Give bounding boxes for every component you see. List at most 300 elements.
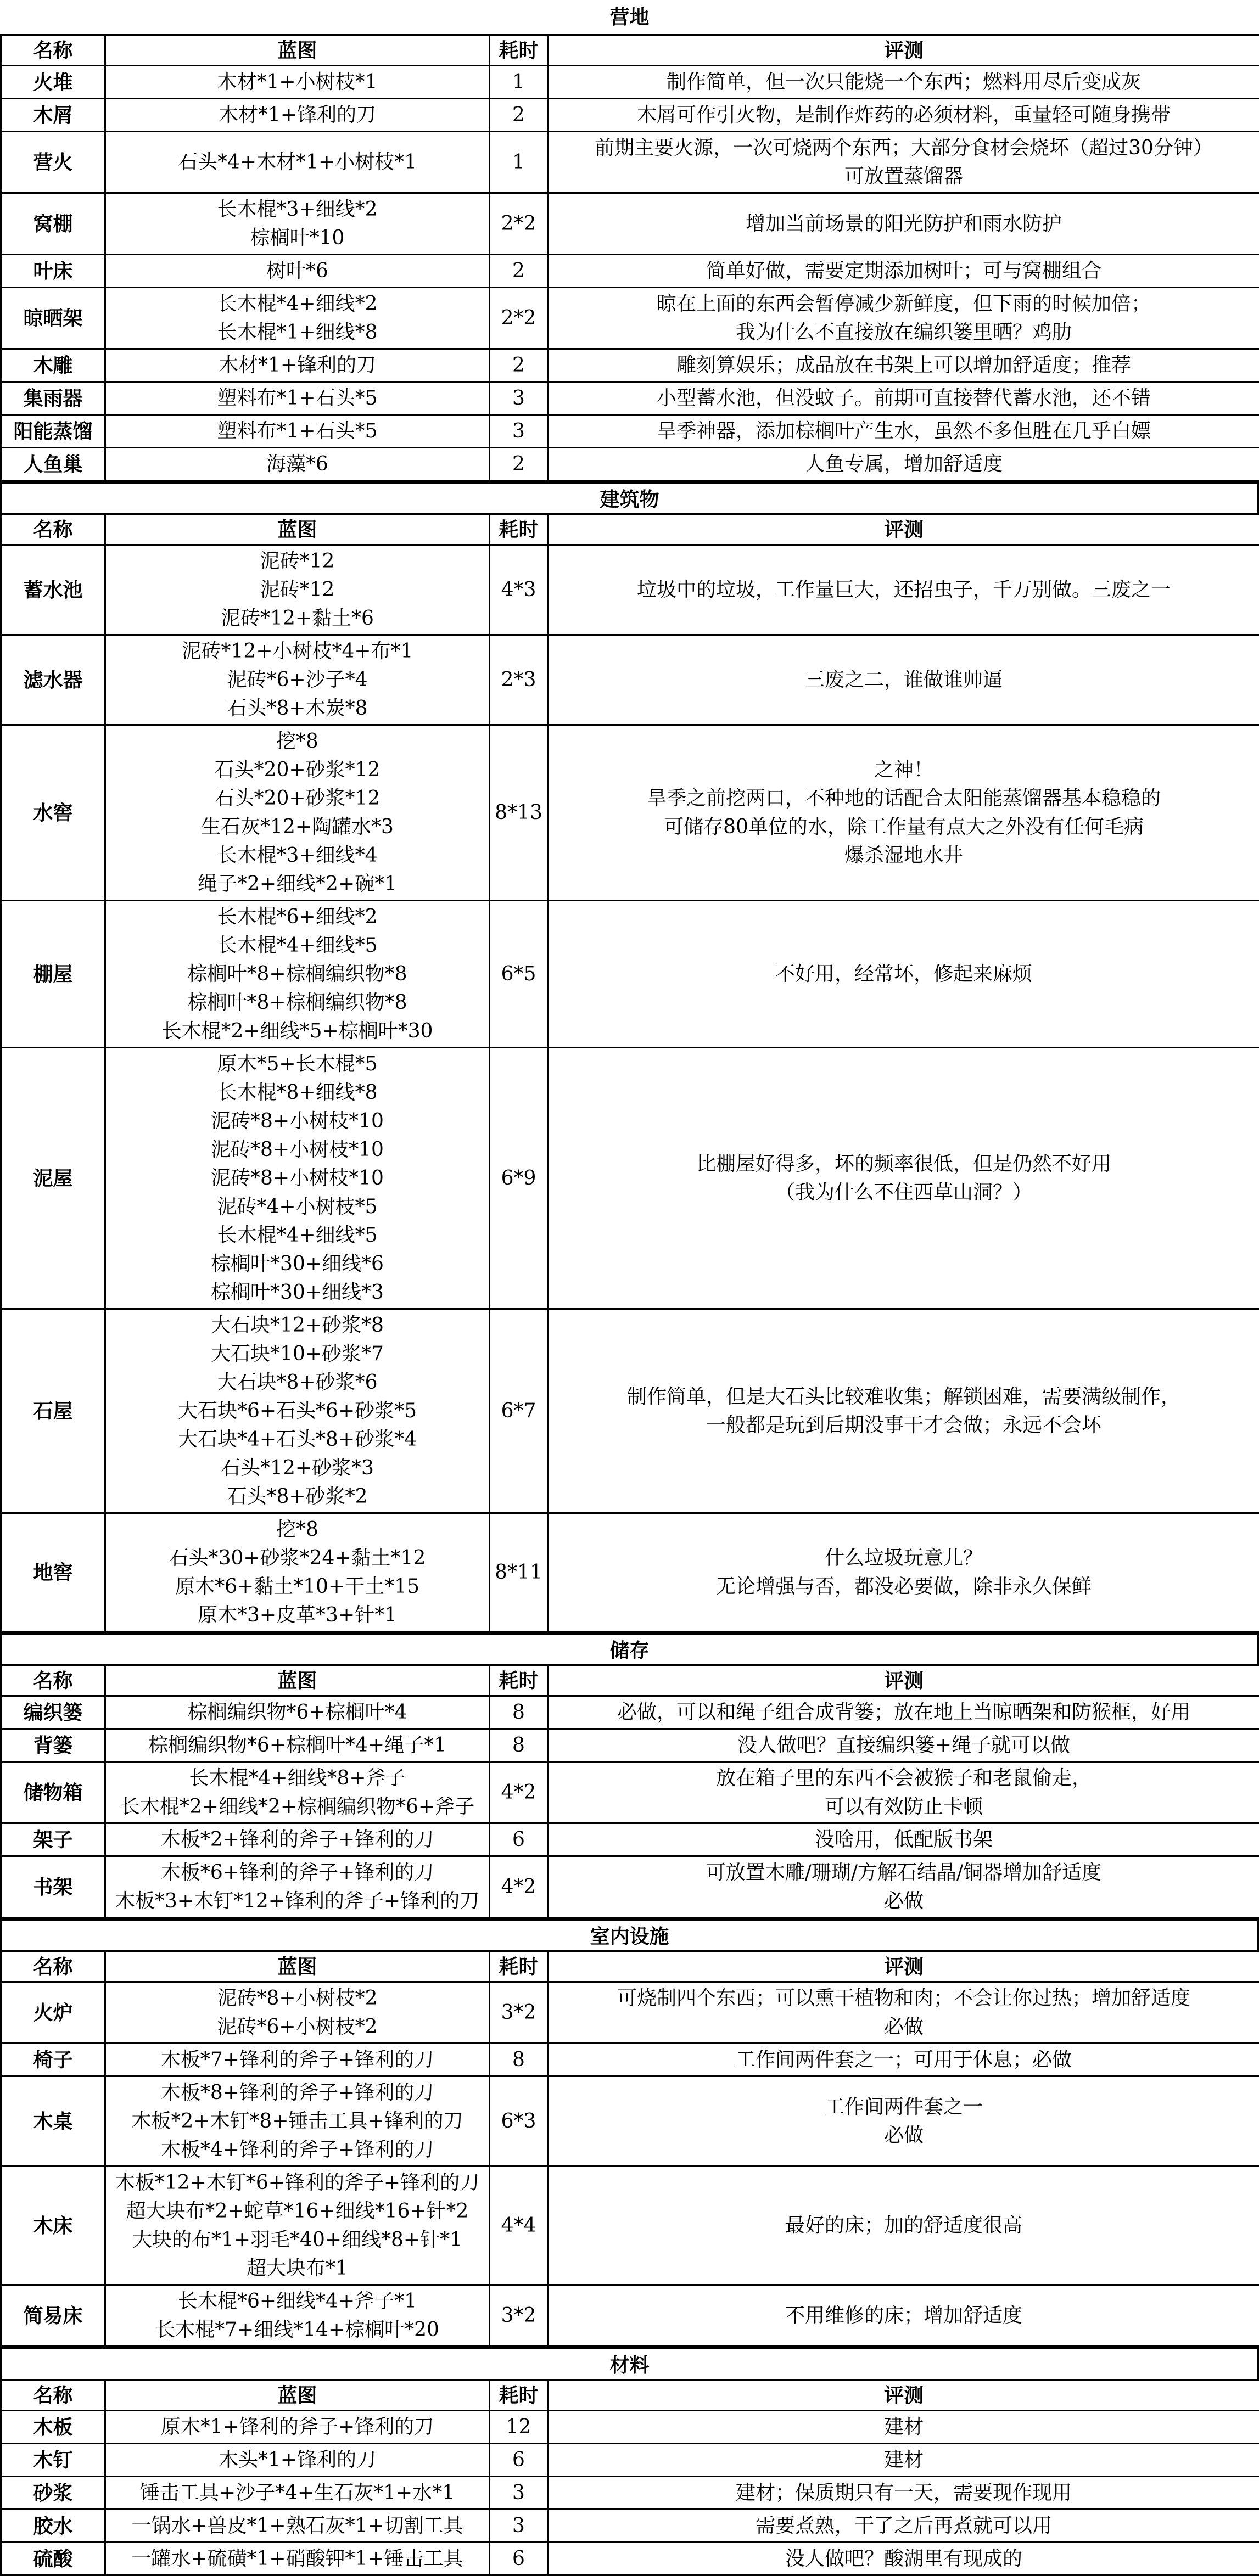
- section: [0, 0, 1259, 481]
- review-line: 之神！: [552, 756, 1256, 784]
- blueprint-line: 棕榈叶*10: [109, 224, 485, 252]
- blueprint-line: 木板*6+锋利的斧子+锋利的刀: [109, 1859, 485, 1887]
- table-row: [1, 1856, 1259, 1918]
- table-row: [1, 2444, 1259, 2477]
- table-row: [1, 349, 1259, 382]
- review-line: 一般都是玩到后期没事干才会做；永远不会坏: [552, 1411, 1256, 1440]
- item-name: 木桌: [1, 2076, 105, 2167]
- blueprint-line: 超大块布*2+蛇草*16+细线*16+针*2: [109, 2197, 485, 2226]
- table-row: [1, 99, 1259, 132]
- column-header-blueprint: 蓝图: [105, 35, 490, 66]
- item-time: 2*2: [490, 193, 548, 255]
- blueprint-line: 棕榈叶*8+棕榈编织物*8: [109, 960, 485, 989]
- review-line: 比棚屋好得多，坏的频率很低，但是仍然不好用: [552, 1150, 1256, 1178]
- table-row: [1, 2543, 1259, 2575]
- table-row: [1, 2285, 1259, 2347]
- item-blueprint: [105, 2076, 490, 2167]
- column-header-time: 耗时: [490, 1665, 548, 1696]
- item-time: 6*7: [490, 1309, 548, 1513]
- item-review: [548, 66, 1259, 99]
- section-table: [0, 34, 1259, 481]
- review-line: 爆杀湿地水井: [552, 841, 1256, 870]
- item-blueprint: [105, 725, 490, 901]
- item-review: [548, 2543, 1259, 2575]
- blueprint-line: 生石灰*12+陶罐水*3: [109, 813, 485, 841]
- blueprint-line: 石头*30+砂浆*24+黏土*12: [109, 1544, 485, 1573]
- table-row: [1, 901, 1259, 1048]
- table-row: [1, 545, 1259, 635]
- review-line: 必做: [552, 1887, 1256, 1916]
- blueprint-line: 木板*8+锋利的斧子+锋利的刀: [109, 2079, 485, 2107]
- item-time: 3: [490, 2477, 548, 2510]
- section: [0, 2347, 1259, 2576]
- item-name: 书架: [1, 1856, 105, 1918]
- item-name: 棚屋: [1, 901, 105, 1048]
- blueprint-line: 泥砖*8+小树枝*10: [109, 1136, 485, 1164]
- blueprint-line: 泥砖*8+小树枝*2: [109, 1984, 485, 2013]
- blueprint-line: 泥砖*8+小树枝*10: [109, 1107, 485, 1136]
- blueprint-line: 泥砖*12: [109, 547, 485, 576]
- table-row: [1, 725, 1259, 901]
- item-blueprint: [105, 1309, 490, 1513]
- blueprint-line: 石头*8+砂浆*2: [109, 1483, 485, 1511]
- review-line: 不好用，经常坏，修起来麻烦: [552, 960, 1256, 989]
- blueprint-line: 超大块布*1: [109, 2254, 485, 2283]
- table-row: [1, 2167, 1259, 2285]
- blueprint-line: 大块的布*1+羽毛*40+细线*8+针*1: [109, 2226, 485, 2254]
- table-row: [1, 1048, 1259, 1309]
- blueprint-line: 原木*3+皮革*3+针*1: [109, 1601, 485, 1630]
- table-row: [1, 255, 1259, 288]
- item-time: 8: [490, 1696, 548, 1729]
- blueprint-line: 长木棍*6+细线*4+斧子*1: [109, 2287, 485, 2316]
- blueprint-line: 长木棍*7+细线*14+棕榈叶*20: [109, 2316, 485, 2344]
- table-row: [1, 1982, 1259, 2044]
- column-header-name: 名称: [1, 514, 105, 545]
- column-header-review: 评测: [548, 1665, 1259, 1696]
- item-time: 6: [490, 1823, 548, 1856]
- blueprint-line: 原木*6+黏土*10+干土*15: [109, 1573, 485, 1601]
- review-line: 什么垃圾玩意儿？: [552, 1544, 1256, 1573]
- item-name: 集雨器: [1, 382, 105, 415]
- blueprint-line: 大石块*6+石头*6+砂浆*5: [109, 1397, 485, 1426]
- review-line: 可放置蒸馏器: [552, 162, 1256, 191]
- item-name: 硫酸: [1, 2543, 105, 2575]
- blueprint-line: 泥砖*6+沙子*4: [109, 666, 485, 694]
- blueprint-line: 塑料布*1+石头*5: [109, 417, 485, 446]
- item-name: 营火: [1, 132, 105, 193]
- table-row: [1, 1762, 1259, 1823]
- table-row: [1, 1729, 1259, 1762]
- blueprint-line: 木材*1+锋利的刀: [109, 101, 485, 130]
- section: [0, 1632, 1259, 1918]
- blueprint-line: 石头*20+砂浆*12: [109, 756, 485, 784]
- blueprint-line: 长木棍*4+细线*2: [109, 290, 485, 318]
- review-line: 最好的床；加的舒适度很高: [552, 2212, 1256, 2240]
- item-name: 木钉: [1, 2444, 105, 2477]
- item-time: 8*13: [490, 725, 548, 901]
- review-line: 增加当前场景的阳光防护和雨水防护: [552, 210, 1256, 238]
- review-line: 需要煮熟，干了之后再煮就可以用: [552, 2512, 1256, 2540]
- column-header-time: 耗时: [490, 1951, 548, 1982]
- item-blueprint: [105, 1982, 490, 2044]
- item-review: [548, 2044, 1259, 2076]
- review-line: 制作简单，但是大石头比较难收集；解锁困难，需要满级制作，: [552, 1383, 1256, 1411]
- column-header-time: 耗时: [490, 35, 548, 66]
- item-time: 6*3: [490, 2076, 548, 2167]
- item-review: [548, 2411, 1259, 2444]
- blueprint-line: 原木*1+锋利的斧子+锋利的刀: [109, 2413, 485, 2442]
- table-row: [1, 1823, 1259, 1856]
- item-blueprint: [105, 2285, 490, 2347]
- table-row: [1, 382, 1259, 415]
- item-name: 椅子: [1, 2044, 105, 2076]
- blueprint-line: 长木棍*4+细线*5: [109, 1221, 485, 1250]
- section-table: [0, 2379, 1259, 2576]
- item-blueprint: [105, 66, 490, 99]
- item-name: 蓄水池: [1, 545, 105, 635]
- blueprint-line: 木板*12+木钉*6+锋利的斧子+锋利的刀: [109, 2169, 485, 2197]
- item-blueprint: [105, 448, 490, 481]
- item-review: [548, 545, 1259, 635]
- item-time: 3: [490, 2510, 548, 2543]
- table-row: [1, 1309, 1259, 1513]
- blueprint-line: 挖*8: [109, 727, 485, 756]
- item-blueprint: [105, 2510, 490, 2543]
- item-blueprint: [105, 255, 490, 288]
- item-name: 火炉: [1, 1982, 105, 2044]
- blueprint-line: 挖*8: [109, 1516, 485, 1544]
- item-name: 编织篓: [1, 1696, 105, 1729]
- item-time: 6*9: [490, 1048, 548, 1309]
- item-name: 架子: [1, 1823, 105, 1856]
- review-line: 前期主要火源，一次可烧两个东西；大部分食材会烧坏（超过30分钟）: [552, 134, 1256, 162]
- blueprint-line: 长木棍*3+细线*4: [109, 841, 485, 870]
- column-header-name: 名称: [1, 1951, 105, 1982]
- item-time: 2*2: [490, 288, 548, 349]
- item-time: 4*4: [490, 2167, 548, 2285]
- item-review: [548, 1762, 1259, 1823]
- review-line: 垃圾中的垃圾，工作量巨大，还招虫子，千万别做。三废之一: [552, 576, 1256, 604]
- blueprint-line: 石头*12+砂浆*3: [109, 1454, 485, 1483]
- item-review: [548, 2285, 1259, 2347]
- item-name: 滤水器: [1, 635, 105, 725]
- blueprint-line: 木头*1+锋利的刀: [109, 2446, 485, 2474]
- item-blueprint: [105, 132, 490, 193]
- column-header-review: 评测: [548, 35, 1259, 66]
- blueprint-line: 一锅水+兽皮*1+熟石灰*1+切割工具: [109, 2512, 485, 2540]
- item-review: [548, 1309, 1259, 1513]
- item-blueprint: [105, 288, 490, 349]
- review-line: 可以有效防止卡顿: [552, 1793, 1256, 1821]
- table-row: [1, 193, 1259, 255]
- table-row: [1, 2076, 1259, 2167]
- blueprint-line: 大石块*12+砂浆*8: [109, 1311, 485, 1340]
- item-blueprint: [105, 349, 490, 382]
- table-row: [1, 635, 1259, 725]
- review-line: 必做，可以和绳子组合成背篓；放在地上当晾晒架和防猴框，好用: [552, 1698, 1256, 1727]
- table-row: [1, 1513, 1259, 1632]
- review-line: 小型蓄水池，但没蚊子。前期可直接替代蓄水池，还不错: [552, 384, 1256, 413]
- header-row: [1, 35, 1259, 66]
- item-blueprint: [105, 545, 490, 635]
- item-review: [548, 1982, 1259, 2044]
- blueprint-line: 长木棍*6+细线*2: [109, 903, 485, 931]
- item-time: 3*2: [490, 2285, 548, 2347]
- item-blueprint: [105, 2477, 490, 2510]
- blueprint-line: 木板*7+锋利的斧子+锋利的刀: [109, 2046, 485, 2074]
- blueprint-line: 长木棍*4+细线*8+斧子: [109, 1764, 485, 1793]
- review-line: 不用维修的床；增加舒适度: [552, 2302, 1256, 2330]
- column-header-name: 名称: [1, 1665, 105, 1696]
- blueprint-line: 石头*4+木材*1+小树枝*1: [109, 148, 485, 177]
- item-review: [548, 2477, 1259, 2510]
- item-review: [548, 2076, 1259, 2167]
- blueprint-line: 一罐水+硫磺*1+硝酸钾*1+锤击工具: [109, 2545, 485, 2573]
- blueprint-line: 原木*5+长木棍*5: [109, 1050, 485, 1079]
- item-review: [548, 2167, 1259, 2285]
- item-time: 2: [490, 255, 548, 288]
- item-review: [548, 349, 1259, 382]
- blueprint-line: 长木棍*4+细线*5: [109, 931, 485, 960]
- blueprint-line: 棕榈叶*8+棕榈编织物*8: [109, 989, 485, 1017]
- item-review: [548, 382, 1259, 415]
- section-title: 材料: [0, 2347, 1259, 2379]
- item-name: 胶水: [1, 2510, 105, 2543]
- item-review: [548, 1513, 1259, 1632]
- item-review: [548, 725, 1259, 901]
- section-title: 储存: [0, 1632, 1259, 1664]
- review-line: 无论增强与否，都没必要做，除非永久保鲜: [552, 1573, 1256, 1601]
- blueprint-line: 棕榈编织物*6+棕榈叶*4+绳子*1: [109, 1731, 485, 1760]
- column-header-blueprint: 蓝图: [105, 2380, 490, 2411]
- item-name: 石屋: [1, 1309, 105, 1513]
- item-blueprint: [105, 2044, 490, 2076]
- item-time: 12: [490, 2411, 548, 2444]
- blueprint-line: 泥砖*4+小树枝*5: [109, 1193, 485, 1221]
- item-time: 8: [490, 1729, 548, 1762]
- section: [0, 481, 1259, 1632]
- item-name: 木屑: [1, 99, 105, 132]
- item-blueprint: [105, 1048, 490, 1309]
- review-line: 工作间两件套之一；可用于休息；必做: [552, 2046, 1256, 2074]
- item-name: 木板: [1, 2411, 105, 2444]
- item-blueprint: [105, 2543, 490, 2575]
- section-title: 营地: [0, 0, 1259, 34]
- table-row: [1, 2510, 1259, 2543]
- review-line: 没啥用，低配版书架: [552, 1826, 1256, 1854]
- item-review: [548, 2444, 1259, 2477]
- column-header-name: 名称: [1, 2380, 105, 2411]
- review-line: 制作简单，但一次只能烧一个东西；燃料用尽后变成灰: [552, 68, 1256, 97]
- item-blueprint: [105, 1762, 490, 1823]
- item-name: 地窖: [1, 1513, 105, 1632]
- item-name: 窝棚: [1, 193, 105, 255]
- item-blueprint: [105, 2444, 490, 2477]
- column-header-review: 评测: [548, 1951, 1259, 1982]
- item-review: [548, 193, 1259, 255]
- blueprint-line: 木材*1+锋利的刀: [109, 351, 485, 380]
- item-name: 阳能蒸馏: [1, 415, 105, 448]
- blueprint-line: 木板*4+锋利的斧子+锋利的刀: [109, 2136, 485, 2164]
- item-time: 4*3: [490, 545, 548, 635]
- item-name: 人鱼巢: [1, 448, 105, 481]
- blueprint-line: 长木棍*2+细线*2+棕榈编织物*6+斧子: [109, 1793, 485, 1821]
- blueprint-line: 泥砖*8+小树枝*10: [109, 1164, 485, 1193]
- item-time: 8: [490, 2044, 548, 2076]
- item-review: [548, 901, 1259, 1048]
- blueprint-line: 绳子*2+细线*2+碗*1: [109, 870, 485, 899]
- column-header-blueprint: 蓝图: [105, 1951, 490, 1982]
- blueprint-line: 泥砖*12+小树枝*4+布*1: [109, 637, 485, 666]
- blueprint-line: 大石块*8+砂浆*6: [109, 1368, 485, 1397]
- blueprint-line: 木板*2+锋利的斧子+锋利的刀: [109, 1826, 485, 1854]
- item-name: 晾晒架: [1, 288, 105, 349]
- column-header-time: 耗时: [490, 2380, 548, 2411]
- column-header-review: 评测: [548, 2380, 1259, 2411]
- item-time: 6: [490, 2444, 548, 2477]
- table-row: [1, 66, 1259, 99]
- review-line: 木屑可作引火物，是制作炸药的必须材料，重量轻可随身携带: [552, 101, 1256, 130]
- review-line: 没人做吧？酸湖里有现成的: [552, 2545, 1256, 2573]
- item-blueprint: [105, 1823, 490, 1856]
- item-time: 3: [490, 382, 548, 415]
- item-name: 叶床: [1, 255, 105, 288]
- item-blueprint: [105, 382, 490, 415]
- item-review: [548, 1729, 1259, 1762]
- item-review: [548, 288, 1259, 349]
- table-row: [1, 2044, 1259, 2076]
- review-line: 建材；保质期只有一天，需要现作现用: [552, 2479, 1256, 2507]
- header-row: [1, 2380, 1259, 2411]
- item-time: 2*3: [490, 635, 548, 725]
- item-blueprint: [105, 635, 490, 725]
- review-line: 人鱼专属，增加舒适度: [552, 450, 1256, 479]
- blueprint-line: 大石块*10+砂浆*7: [109, 1340, 485, 1368]
- item-time: 2: [490, 349, 548, 382]
- item-name: 泥屋: [1, 1048, 105, 1309]
- review-line: 必做: [552, 2013, 1256, 2041]
- item-time: 8*11: [490, 1513, 548, 1632]
- item-blueprint: [105, 99, 490, 132]
- blueprint-line: 石头*8+木炭*8: [109, 694, 485, 723]
- review-line: 必做: [552, 2122, 1256, 2150]
- item-review: [548, 448, 1259, 481]
- blueprint-line: 泥砖*12: [109, 576, 485, 604]
- column-header-blueprint: 蓝图: [105, 1665, 490, 1696]
- item-time: 4*2: [490, 1762, 548, 1823]
- blueprint-line: 木材*1+小树枝*1: [109, 68, 485, 97]
- header-row: [1, 1665, 1259, 1696]
- blueprint-line: 树叶*6: [109, 257, 485, 285]
- item-time: 2: [490, 448, 548, 481]
- item-name: 火堆: [1, 66, 105, 99]
- review-line: （我为什么不住西草山洞？）: [552, 1178, 1256, 1207]
- item-name: 砂浆: [1, 2477, 105, 2510]
- section-table: [0, 513, 1259, 1632]
- item-review: [548, 2510, 1259, 2543]
- header-row: [1, 1951, 1259, 1982]
- item-name: 储物箱: [1, 1762, 105, 1823]
- table-row: [1, 448, 1259, 481]
- section: [0, 1918, 1259, 2347]
- item-review: [548, 1856, 1259, 1918]
- item-blueprint: [105, 2167, 490, 2285]
- item-blueprint: [105, 1513, 490, 1632]
- item-name: 水窖: [1, 725, 105, 901]
- review-line: 晾在上面的东西会暂停减少新鲜度，但下雨的时候加倍；: [552, 290, 1256, 318]
- review-line: 三废之二，谁做谁帅逼: [552, 666, 1256, 694]
- table-row: [1, 1696, 1259, 1729]
- review-line: 可储存80单位的水，除工作量有点大之外没有任何毛病: [552, 813, 1256, 841]
- item-time: 4*2: [490, 1856, 548, 1918]
- item-name: 背篓: [1, 1729, 105, 1762]
- item-name: 简易床: [1, 2285, 105, 2347]
- blueprint-line: 棕榈编织物*6+棕榈叶*4: [109, 1698, 485, 1727]
- column-header-blueprint: 蓝图: [105, 514, 490, 545]
- blueprint-line: 木板*3+木钉*12+锋利的斧子+锋利的刀: [109, 1887, 485, 1916]
- item-review: [548, 1048, 1259, 1309]
- blueprint-line: 泥砖*12+黏土*6: [109, 604, 485, 633]
- blueprint-line: 泥砖*6+小树枝*2: [109, 2013, 485, 2041]
- review-line: 建材: [552, 2413, 1256, 2442]
- blueprint-line: 石头*20+砂浆*12: [109, 784, 485, 813]
- review-line: 工作间两件套之一: [552, 2093, 1256, 2122]
- blueprint-line: 锤击工具+沙子*4+生石灰*1+水*1: [109, 2479, 485, 2507]
- item-review: [548, 415, 1259, 448]
- review-line: 可烧制四个东西；可以熏干植物和肉；不会让你过热；增加舒适度: [552, 1984, 1256, 2013]
- item-review: [548, 132, 1259, 193]
- header-row: [1, 514, 1259, 545]
- item-time: 3: [490, 415, 548, 448]
- review-line: 放在箱子里的东西不会被猴子和老鼠偷走，: [552, 1764, 1256, 1793]
- item-blueprint: [105, 415, 490, 448]
- item-review: [548, 1823, 1259, 1856]
- blueprint-line: 塑料布*1+石头*5: [109, 384, 485, 413]
- table-row: [1, 2477, 1259, 2510]
- section-table: [0, 1950, 1259, 2347]
- review-line: 没人做吧？直接编织篓+绳子就可以做: [552, 1731, 1256, 1760]
- item-blueprint: [105, 1729, 490, 1762]
- blueprint-line: 木板*2+木钉*8+锤击工具+锋利的刀: [109, 2107, 485, 2136]
- table-row: [1, 2411, 1259, 2444]
- blueprint-line: 长木棍*1+细线*8: [109, 318, 485, 347]
- section-table: [0, 1664, 1259, 1918]
- blueprint-line: 长木棍*2+细线*5+棕榈叶*30: [109, 1017, 485, 1046]
- table-row: [1, 288, 1259, 349]
- item-blueprint: [105, 2411, 490, 2444]
- item-time: 1: [490, 66, 548, 99]
- review-line: 我为什么不直接放在编织篓里晒？鸡肋: [552, 318, 1256, 347]
- table-row: [1, 132, 1259, 193]
- column-header-review: 评测: [548, 514, 1259, 545]
- review-line: 简单好做，需要定期添加树叶；可与窝棚组合: [552, 257, 1256, 285]
- blueprint-line: 长木棍*8+细线*8: [109, 1079, 485, 1107]
- item-time: 6: [490, 2543, 548, 2575]
- item-blueprint: [105, 1856, 490, 1918]
- review-line: 可放置木雕/珊瑚/方解石结晶/铜器增加舒适度: [552, 1859, 1256, 1887]
- blueprint-line: 大石块*4+石头*8+砂浆*4: [109, 1426, 485, 1454]
- item-blueprint: [105, 901, 490, 1048]
- item-name: 木床: [1, 2167, 105, 2285]
- item-time: 2: [490, 99, 548, 132]
- item-review: [548, 99, 1259, 132]
- item-blueprint: [105, 1696, 490, 1729]
- blueprint-line: 长木棍*3+细线*2: [109, 195, 485, 224]
- blueprint-line: 棕榈叶*30+细线*3: [109, 1278, 485, 1307]
- item-time: 1: [490, 132, 548, 193]
- review-line: 建材: [552, 2446, 1256, 2474]
